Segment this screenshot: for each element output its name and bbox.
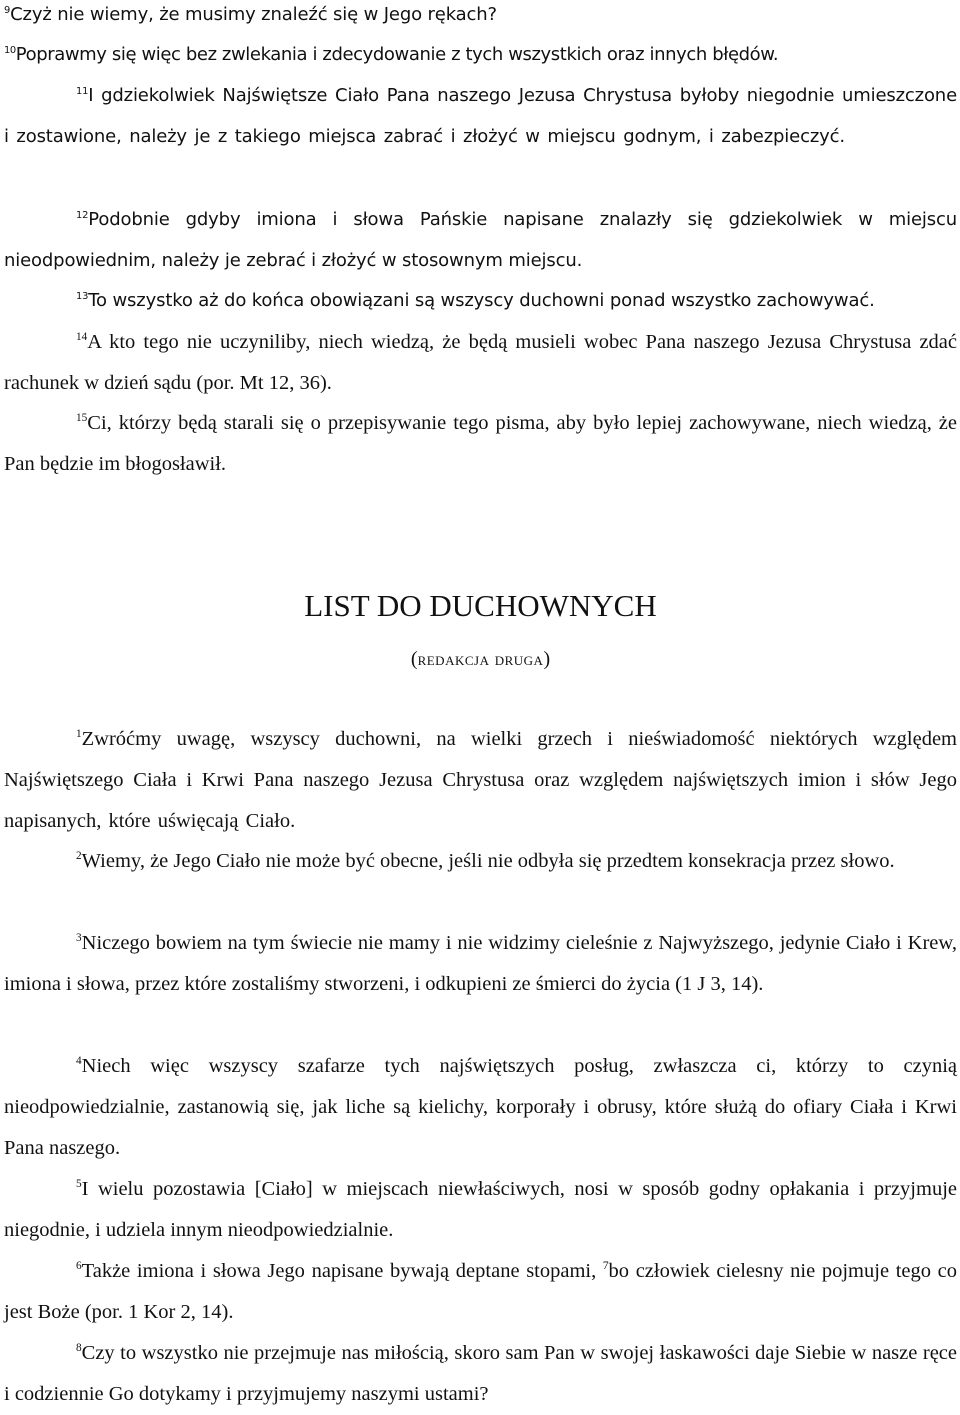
verse-number: 15 <box>76 412 88 425</box>
verse-8 <box>4 1333 957 1415</box>
verse-12 <box>4 199 957 281</box>
verse-text: Ci, którzy będą starali się o przepisywanie tego pisma, aby było lepiej zachowywane, niech wiedzą, że Pan będzie im błogosławił. <box>4 412 957 475</box>
verse-number: 7 <box>602 1260 609 1273</box>
verse-number: 2 <box>76 850 82 863</box>
verse-text: Wiemy, że Jego Ciało nie może być obecne, jeśli nie odbyła się przedtem konsekracja przez słowo. <box>81 850 895 872</box>
verse-number: 5 <box>76 1178 82 1191</box>
verse-number: 9 <box>4 5 11 17</box>
verse-text: Zwróćmy uwagę, wszyscy duchowni, na wielki grzech i nieświadomość niektórych względem Najświętszego Ciała i Krwi Pana naszego Jezusa Chrystusa oraz względem najświętszych imion i słów Jego napisanych, które uświęcają Ciało. <box>4 728 957 832</box>
document-page <box>4 0 957 1410</box>
verse-13 <box>4 280 957 321</box>
verse-number: 11 <box>76 86 89 98</box>
verse-number: 13 <box>76 291 89 303</box>
verse-text: A kto tego nie uczyniliby, niech wiedzą, że będą musieli wobec Pana naszego Jezusa Chrystusa zdać rachunek w dzień sądu (por. Mt 12, 36). <box>4 331 957 394</box>
verse-text: Także imiona i słowa Jego napisane bywają deptane stopami, <box>81 1260 603 1282</box>
verse-text: Podobnie gdyby imiona i słowa Pańskie napisane znalazły się gdziekolwiek w miejscu nieodpowiednim, należy je zebrać i złożyć w stosownym miejscu. <box>4 209 957 271</box>
verse-text: To wszystko aż do końca obowiązani są wszyscy duchowni ponad wszystko zachowywać. <box>88 290 875 311</box>
verse-4 <box>4 1046 957 1169</box>
section-subtitle: (redakcja druga) <box>410 648 551 670</box>
verse-text: Niech więc wszyscy szafarze tych najświętszych posług, zwłaszcza ci, którzy to czynią nieodpowiedzialnie, zastanowią się, jak liche są kielichy, korporały i obrusy, które służą do ofiary Ciała i Krwi Pana naszego. <box>4 1055 957 1159</box>
verse-text: Poprawmy się więc bez zwlekania i zdecydowanie z tych wszystkich oraz innych błędów. <box>15 44 779 65</box>
verse-number: 1 <box>76 728 82 741</box>
verse-number: 8 <box>76 1342 82 1355</box>
verse-1 <box>4 719 957 842</box>
verse-number: 3 <box>76 932 82 945</box>
verse-text: I gdziekolwiek Najświętsze Ciało Pana naszego Jezusa Chrystusa byłoby niegodnie umieszczone i zostawione, należy je z takiego miejsca zabrać i złożyć w miejscu godnym, i zabezpieczyć. <box>4 85 957 147</box>
verse-number: 6 <box>76 1260 82 1273</box>
section-title: LIST DO DUCHOWNYCH <box>304 588 657 623</box>
verse-text: Niczego bowiem na tym świecie nie mamy i nie widzimy cieleśnie z Najwyższego, jedynie Ciało i Krew, imiona i słowa, przez które zostaliśmy stworzeni, i odkupieni ze śmierci do życia (1 J 3, 14). <box>4 932 957 995</box>
verse-number: 14 <box>76 331 88 344</box>
verse-text: Czy to wszystko nie przejmuje nas miłością, skoro sam Pan w swojej łaskawości daje Siebie w nasze ręce i codziennie Go dotykamy i przyjmujemy naszymi ustami? <box>4 1342 957 1405</box>
verse-6-7 <box>4 1251 957 1333</box>
verse-10 <box>4 34 957 75</box>
verse-number: 12 <box>76 210 89 222</box>
verse-text: Czyż nie wiemy, że musimy znaleźć się w Jego rękach? <box>10 4 497 25</box>
verse-11 <box>4 75 957 157</box>
verse-14 <box>4 322 957 404</box>
verse-2 <box>4 841 957 882</box>
verse-3 <box>4 923 957 1005</box>
verse-number: 4 <box>76 1055 82 1068</box>
verse-text: I wielu pozostawia [Ciało] w miejscach niewłaściwych, nosi w sposób godny opłakania i przyjmuje niegodnie, i udziela innym nieodpowiedzialnie. <box>4 1178 957 1241</box>
verse-text: bo człowiek cielesny nie pojmuje tego co jest Boże (por. 1 Kor 2, 14). <box>4 1260 958 1323</box>
verse-9 <box>4 0 957 35</box>
verse-5 <box>4 1169 957 1251</box>
verse-15 <box>4 403 957 485</box>
verse-number: 10 <box>4 45 16 57</box>
subtitle-text: redakcja druga <box>417 649 544 670</box>
